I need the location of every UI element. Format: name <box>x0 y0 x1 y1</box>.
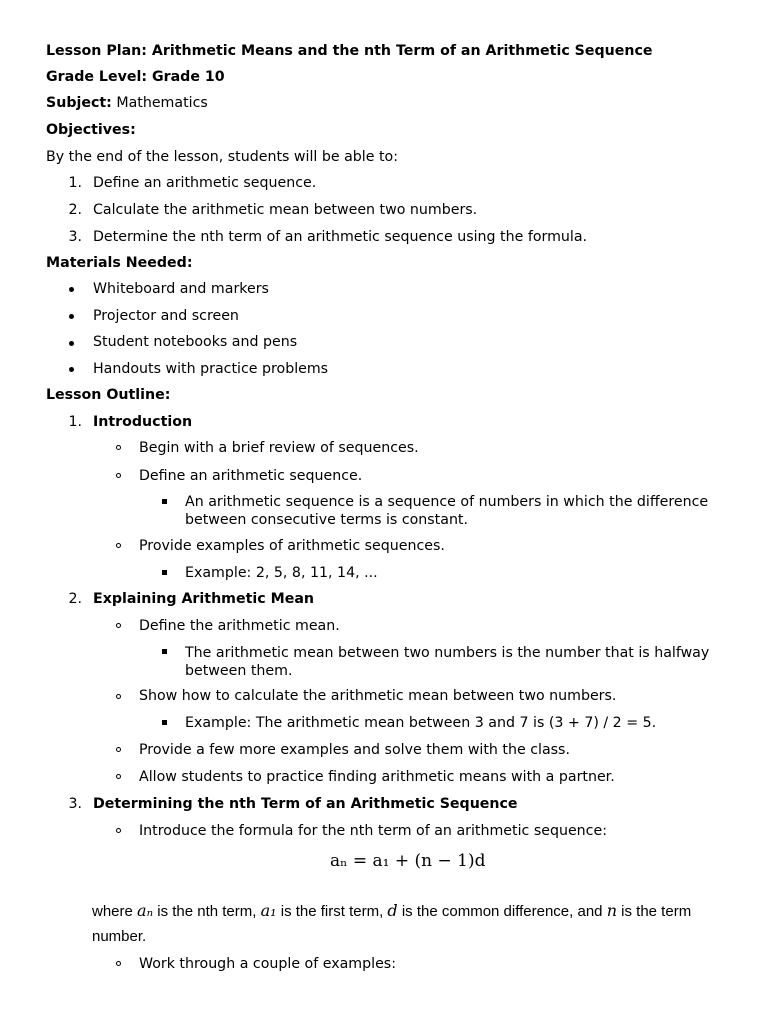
outline-item: Work through a couple of examples: <box>139 956 396 972</box>
material-item: Projector and screen <box>93 308 239 324</box>
bullet-icon <box>116 445 121 450</box>
outline-item: Define the arithmetic mean. <box>139 618 340 634</box>
math-symbol: d <box>387 901 398 920</box>
outline-item: Show how to calculate the arithmetic mean between two numbers. <box>139 688 617 704</box>
bullet-icon <box>69 287 74 292</box>
math-symbol: n <box>606 901 617 920</box>
objectives-heading: Objectives: <box>46 122 136 138</box>
objective-item: Determine the nth term of an arithmetic sequence using the formula. <box>93 229 588 245</box>
outline-subitem: Example: The arithmetic mean between 3 and 7 is (3 + 7) / 2 = 5. <box>185 715 657 731</box>
list-number: 2. <box>68 591 82 607</box>
outline-heading: Lesson Outline: <box>46 387 171 403</box>
bullet-icon <box>116 828 121 833</box>
outline-item: Provide a few more examples and solve them with the class. <box>139 742 570 758</box>
bullet-icon <box>116 473 121 478</box>
material-item: Handouts with practice problems <box>93 361 329 377</box>
outline-item: Provide examples of arithmetic sequences. <box>139 538 445 554</box>
explanation-text: is the nth term, <box>153 903 261 920</box>
explanation-text: is the term <box>617 903 692 920</box>
outline-subitem: The arithmetic mean between two numbers is the number that is halfway between them. <box>185 645 710 679</box>
bullet-icon <box>162 570 167 575</box>
math-symbol: a₁ <box>260 901 277 920</box>
formula-explanation-continued: number. <box>92 928 147 945</box>
math-symbol: aₙ <box>137 901 154 920</box>
bullet-icon <box>69 341 74 346</box>
bullet-icon <box>116 694 121 699</box>
material-item: Student notebooks and pens <box>93 334 298 350</box>
outline-subitem: An arithmetic sequence is a sequence of numbers in which the difference between consecutive terms is constant. <box>185 494 709 528</box>
list-number: 1. <box>68 414 82 430</box>
outline-item: Begin with a brief review of sequences. <box>139 440 419 456</box>
list-number: 3. <box>68 796 82 812</box>
bullet-icon <box>162 499 167 504</box>
explanation-text: is the common difference, and <box>397 903 607 920</box>
bullet-icon <box>69 367 74 372</box>
bullet-icon <box>116 623 121 628</box>
materials-heading: Materials Needed: <box>46 255 193 271</box>
outline-item: Define an arithmetic sequence. <box>139 468 363 484</box>
bullet-icon <box>116 543 121 548</box>
outline-item: Allow students to practice finding arithmetic means with a partner. <box>139 769 615 785</box>
lesson-title: Lesson Plan: Arithmetic Means and the nth Term of an Arithmetic Sequence <box>46 43 653 59</box>
subject-value: Mathematics <box>111 95 208 111</box>
section-title: Determining the nth Term of an Arithmetic Sequence <box>93 796 518 812</box>
objective-item: Calculate the arithmetic mean between two numbers. <box>93 202 478 218</box>
subject-line <box>46 94 208 112</box>
objective-item: Define an arithmetic sequence. <box>93 175 317 191</box>
bullet-icon <box>162 649 167 654</box>
explanation-text: where <box>92 903 138 920</box>
list-number: 2. <box>68 202 82 218</box>
section-title: Introduction <box>93 414 193 430</box>
bullet-icon <box>116 961 121 966</box>
bullet-icon <box>116 747 121 752</box>
outline-item: Introduce the formula for the nth term of an arithmetic sequence: <box>139 823 607 839</box>
list-number: 1. <box>68 175 82 191</box>
section-title: Explaining Arithmetic Mean <box>93 591 314 607</box>
material-item: Whiteboard and markers <box>93 281 269 297</box>
formula-explanation <box>92 901 691 922</box>
bullet-icon <box>162 720 167 725</box>
list-number: 3. <box>68 229 82 245</box>
explanation-text: is the first term, <box>276 903 388 920</box>
bullet-icon <box>69 314 74 319</box>
outline-subitem: Example: 2, 5, 8, 11, 14, ... <box>185 565 378 581</box>
objectives-intro: By the end of the lesson, students will be able to: <box>46 149 399 165</box>
grade-level: Grade Level: Grade 10 <box>46 69 225 85</box>
subject-label: Subject: <box>46 95 112 111</box>
nth-term-formula: aₙ = a₁ + (n − 1)d <box>330 851 486 871</box>
bullet-icon <box>116 774 121 779</box>
